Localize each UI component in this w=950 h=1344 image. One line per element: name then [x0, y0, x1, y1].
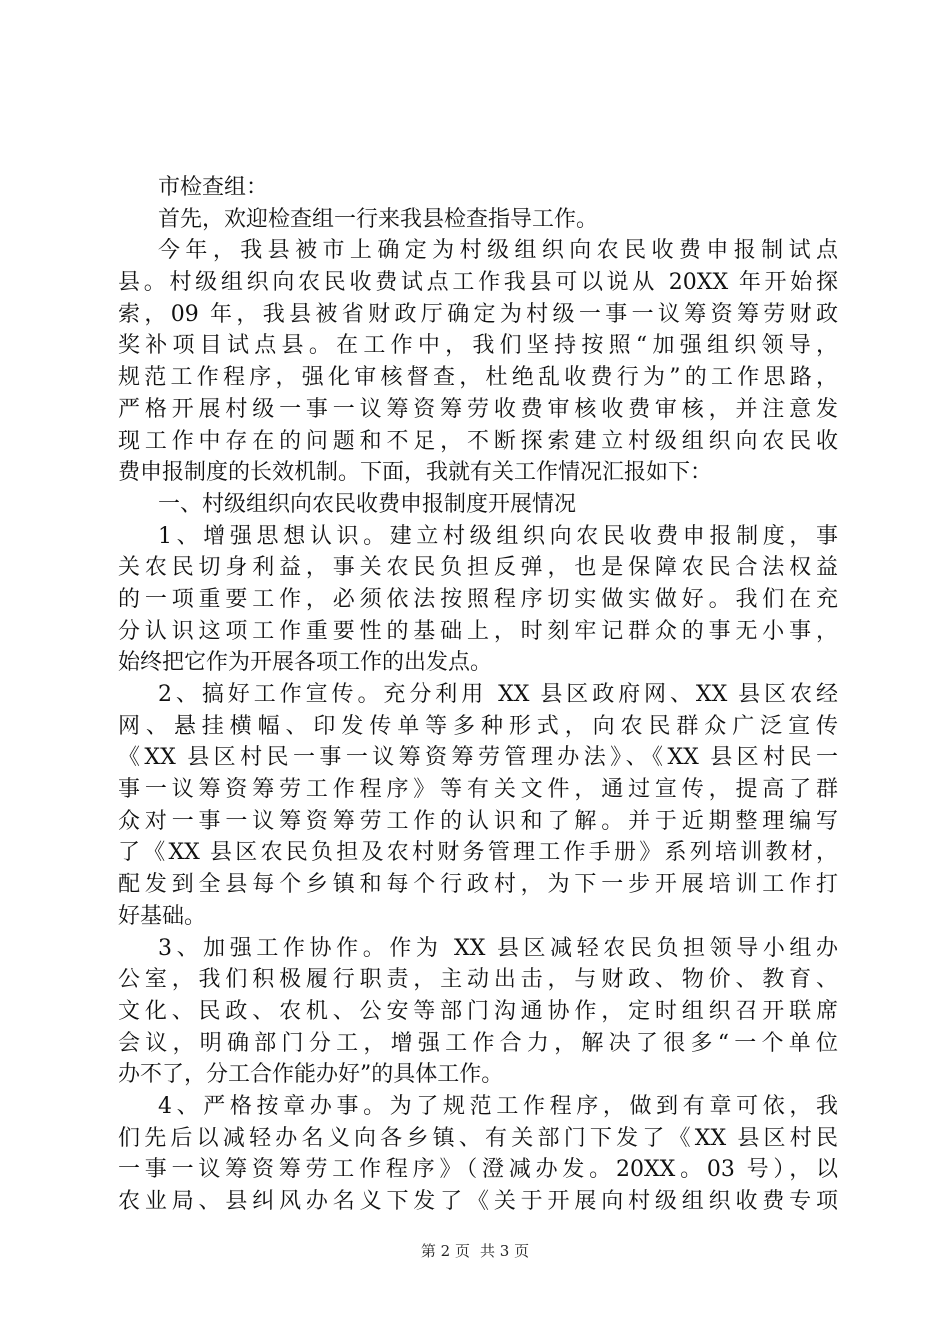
page-footer [0, 1241, 950, 1261]
text-line: 始终把它作为开展各项工作的出发点。 [118, 650, 493, 676]
text-line: 市检查组： [158, 175, 269, 200]
text-line: 网、悬挂横幅、印发传单等多种形式，向农民群众广泛宣传 [118, 713, 838, 739]
document-body [118, 172, 838, 1218]
text-line: 严格开展村级一事一议筹资筹劳收费审核收费审核，并注意发 [118, 396, 838, 422]
text-line: 办不了，分工合作能办好”的具体工作。 [118, 1062, 504, 1088]
text-line: 配发到全县每个乡镇和每个行政村，为下一步开展培训工作打 [118, 872, 838, 898]
text-line: 文化、民政、农机、公安等部门沟通协作，定时组织召开联席 [118, 998, 838, 1024]
text-line: 众对一事一议筹资筹劳工作的认识和了解。并于近期整理编写 [118, 808, 838, 834]
text-line: 事一议筹资筹劳工作程序》等有关文件，通过宣传，提高了群 [118, 777, 838, 803]
text-line: 一、村级组织向农民收费申报制度开展情况 [158, 491, 577, 517]
text-line: 们先后以减轻办名义向各乡镇、有关部门下发了《XX 县区村民 [118, 1125, 838, 1151]
text-line: 好基础。 [118, 903, 207, 929]
text-line: 关农民切身利益，事关农民负担反弹，也是保障农民合法权益 [118, 555, 838, 581]
text-line: 3、加强工作协作。作为 XX 县区减轻农民负担领导小组办 [158, 935, 838, 961]
text-line: 今年，我县被市上确定为村级组织向农民收费申报制试点 [158, 238, 838, 264]
text-line: 公室，我们积极履行职责，主动出击，与财政、物价、教育、 [118, 967, 838, 993]
text-line: 现工作中存在的问题和不足，不断探索建立村级组织向农民收 [118, 428, 838, 454]
text-line: 规范工作程序，强化审核督查，杜绝乱收费行为”的工作思路， [118, 365, 838, 391]
page-number: 第 2 页 [420, 1242, 470, 1260]
text-line: 索，09 年，我县被省财政厅确定为村级一事一议筹资筹劳财政 [118, 301, 838, 327]
text-line: 分认识这项工作重要性的基础上，时刻牢记群众的事无小事， [118, 618, 838, 644]
text-line: 2、搞好工作宣传。充分利用 XX 县区政府网、XX 县区农经 [158, 682, 838, 707]
text-line: 首先，欢迎检查组一行来我县检查指导工作。 [158, 206, 599, 232]
text-line: 的一项重要工作，必须依法按照程序切实做实做好。我们在充 [118, 586, 838, 612]
text-line: 一事一议筹资筹劳工作程序》（澄减办发。20XX。03 号），以 [118, 1157, 838, 1183]
text-line: 奖补项目试点县。在工作中，我们坚持按照“加强组织领导， [118, 333, 838, 359]
text-line: 4、严格按章办事。为了规范工作程序，做到有章可依，我 [158, 1093, 838, 1119]
text-line: 农业局、县纠风办名义下发了《关于开展向村级组织收费专项 [118, 1189, 838, 1214]
text-line: 1、增强思想认识。建立村级组织向农民收费申报制度，事 [158, 523, 838, 549]
page-total: 共 3 页 [480, 1242, 530, 1260]
text-line: 费申报制度的长效机制。下面，我就有关工作情况汇报如下： [118, 460, 713, 486]
text-line: 了《XX 县区农民负担及农村财务管理工作手册》系列培训教材， [118, 840, 838, 866]
text-line: 会议，明确部门分工，增强工作合力，解决了很多“一个单位 [118, 1030, 838, 1056]
text-line: 县。村级组织向农民收费试点工作我县可以说从 20XX 年开始探 [118, 270, 838, 296]
text-line: 《XX 县区村民一事一议筹资筹劳管理办法》、《XX 县区村民一 [118, 745, 838, 771]
